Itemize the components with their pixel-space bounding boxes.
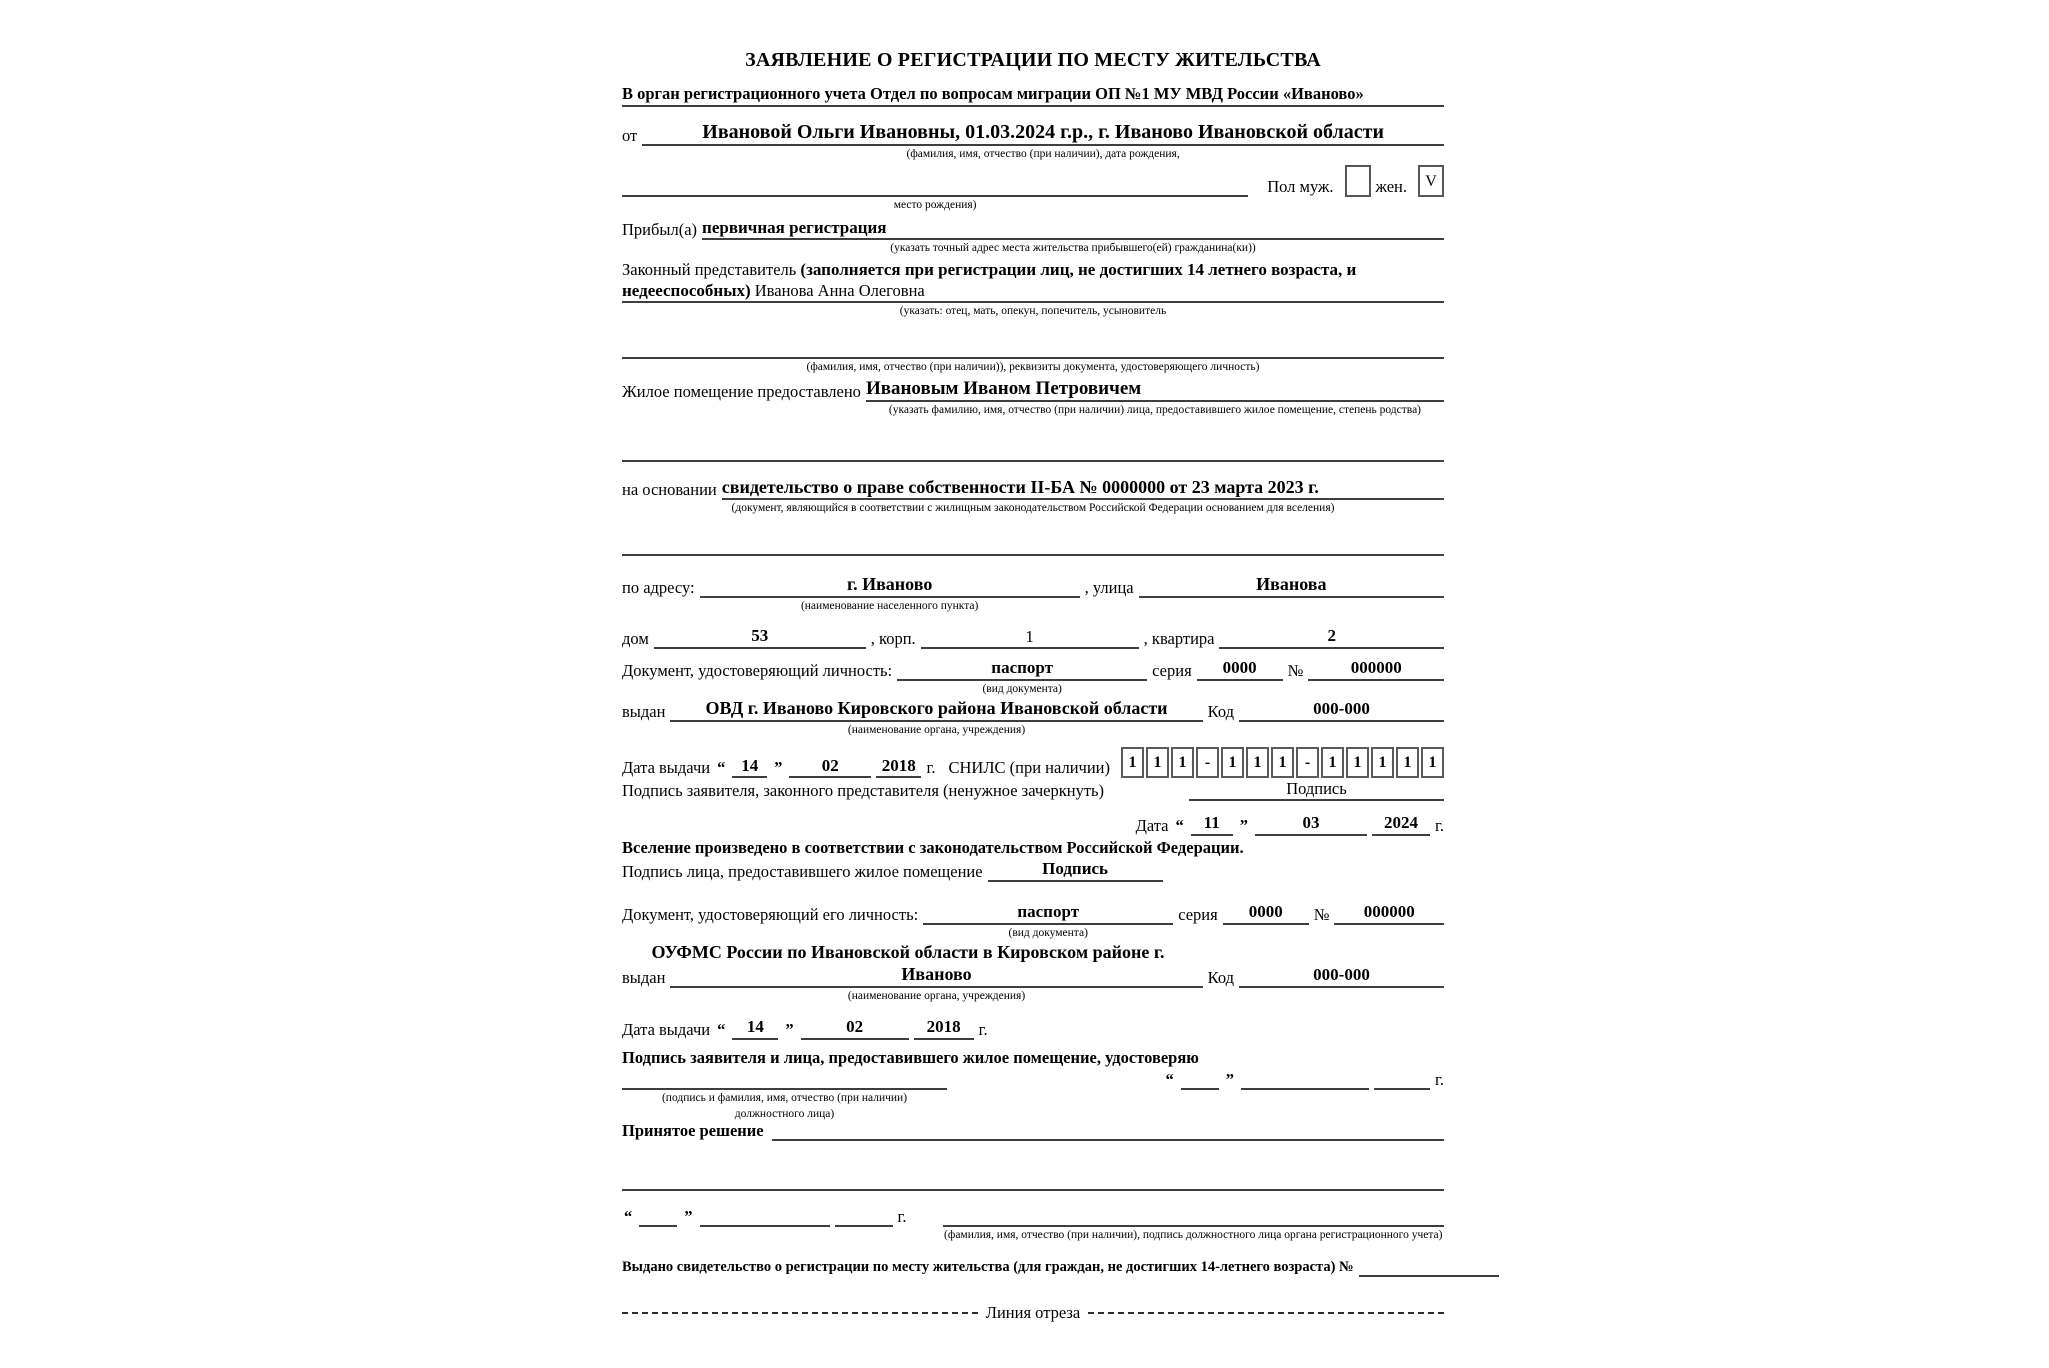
snils-cell: 1 (1146, 747, 1169, 778)
quote-close: ” (1239, 816, 1248, 836)
cut-line (622, 1303, 1444, 1323)
snils-cell: 1 (1271, 747, 1294, 778)
cut-line-dashes-right (1088, 1312, 1444, 1314)
legal-rep-field (622, 281, 1444, 304)
applicant-name-field (642, 120, 1444, 146)
movein-statement: Вселение произведено в соответствии с законодательством Российской Федерации. (622, 838, 1244, 858)
certify-statement: Подпись заявителя и лица, предоставившего жилое помещение, удостоверяю (622, 1048, 1199, 1068)
doc1-series-label: серия (1152, 660, 1192, 680)
quote-open: “ (1165, 1070, 1174, 1090)
applicant-signature-label: Подпись заявителя, законного представителя (ненужное зачеркнуть) (622, 781, 1105, 801)
snils-cell: 1 (1321, 747, 1344, 778)
official-row (622, 1207, 1444, 1243)
doc2-issuer-line1-wrap (622, 942, 1444, 964)
address-city-caption: (наименование населенного пункта) (800, 599, 979, 612)
certify-month-field-blank (1241, 1070, 1369, 1090)
house-label: дом (622, 628, 649, 648)
certificate-number-field-blank (1359, 1257, 1499, 1277)
sex-male-label: муж. (1299, 177, 1334, 197)
official-name-field-blank (943, 1207, 1444, 1227)
registration-form (622, 44, 1444, 1323)
applicant-signature-row (622, 779, 1444, 801)
cut-line-dashes-left (622, 1312, 978, 1314)
certify-caption1: (подпись и фамилия, имя, отчество (при наличии) (661, 1092, 908, 1105)
decision-field-blank (772, 1121, 1444, 1141)
owner-signature-field (988, 859, 1163, 882)
address-street-label: , улица (1084, 577, 1134, 597)
housing-value: Ивановым Иваном Петровичем (865, 377, 1142, 399)
snils-cell: 1 (1346, 747, 1369, 778)
quote-close: ” (684, 1207, 693, 1227)
owner-signature-row (622, 859, 1444, 882)
doc1-code-label: Код (1207, 701, 1234, 721)
doc1-label: Документ, удостоверяющий личность: (622, 660, 893, 680)
house-field (654, 626, 866, 649)
sex-female-mark: V (1425, 172, 1437, 190)
doc1-day-value: 14 (741, 755, 759, 775)
doc1-number-field (1308, 658, 1444, 681)
application-month-field (1255, 813, 1367, 836)
doc2-day-field (732, 1017, 778, 1040)
cut-line-label: Линия отреза (985, 1302, 1081, 1322)
address-city-value: г. Иваново (846, 573, 933, 594)
address-label: по адресу: (622, 577, 695, 597)
doc1-row (622, 658, 1444, 696)
application-day-value: 11 (1203, 813, 1220, 833)
official-year-field-blank (835, 1207, 893, 1227)
doc2-type-value: паспорт (1017, 902, 1080, 922)
house-row (622, 626, 1444, 649)
doc1-year-value: 2018 (881, 755, 916, 775)
legal-rep-note1: (заполняется при регистрации лиц, не достигших 14 летнего возраста, и (800, 259, 1357, 279)
snils-label: СНИЛС (при наличии) (948, 758, 1110, 778)
doc1-series-value: 0000 (1222, 657, 1257, 677)
basis-value: свидетельство о праве собственности II-БА № 0000000 от 23 марта 2023 г. (721, 476, 1319, 497)
doc1-issuer-caption: (наименование органа, учреждения) (847, 723, 1026, 736)
korp-value: 1 (1025, 626, 1034, 646)
doc2-row (622, 902, 1444, 940)
org-field (622, 84, 1444, 106)
doc1-code-value: 000-000 (1313, 699, 1370, 719)
basis-field (722, 477, 1444, 501)
doc2-date-row (622, 1017, 1444, 1040)
doc2-number-value: 000000 (1363, 902, 1415, 922)
housing-label: Жилое помещение предоставлено (622, 382, 861, 402)
sex-male-checkbox (1345, 165, 1371, 197)
applicant-signature-value: Подпись (1286, 779, 1347, 799)
certify-year-field-blank (1374, 1070, 1430, 1090)
birthplace-sex-row (622, 165, 1444, 212)
birthplace-field-blank (622, 177, 1248, 197)
doc1-date-label: Дата выдачи (622, 758, 711, 778)
certify-sign-row (622, 1070, 1444, 1121)
korp-field (921, 627, 1139, 649)
doc2-number-label: № (1313, 904, 1330, 924)
housing-extra-field-blank (622, 442, 1444, 462)
doc2-type-caption: (вид документа) (1008, 926, 1088, 939)
doc2-issuer-line1: ОУФМС России по Ивановской области в Кировском районе г. (651, 942, 1165, 963)
snils-cells (1121, 747, 1444, 778)
arrived-caption: (указать точный адрес места жительства прибывшего(ей) гражданина(ки)) (890, 242, 1256, 255)
doc2-month-field (801, 1017, 909, 1040)
snils-cell: - (1296, 747, 1319, 778)
doc1-type-field (897, 658, 1147, 681)
doc1-type-value: паспорт (991, 657, 1053, 677)
arrived-label: Прибыл(а) (622, 220, 698, 240)
application-day-field (1191, 813, 1233, 836)
doc1-year-field (876, 756, 921, 779)
doc1-month-field (789, 756, 871, 779)
doc2-issued-label: выдан (622, 967, 666, 987)
housing-caption: (указать фамилию, имя, отчество (при наличии) лица, предоставившего жилое помещение, степень родства) (888, 404, 1421, 417)
doc2-type-field (923, 902, 1173, 925)
legal-rep-value: Иванова Анна Олеговна (754, 280, 925, 300)
application-year-value: 2024 (1383, 813, 1418, 833)
snils-cell: 1 (1396, 747, 1419, 778)
applicant-name-value: Ивановой Ольги Ивановны, 01.03.2024 г.р., г. Иваново Ивановской области (702, 120, 1384, 143)
certify-year-suffix: г. (1434, 1070, 1444, 1090)
owner-signature-label: Подпись лица, предоставившего жилое помещение (622, 861, 983, 881)
address-city-field (700, 574, 1080, 598)
arrived-field (702, 218, 1444, 241)
housing-field (866, 377, 1444, 402)
doc1-type-caption: (вид документа) (982, 682, 1062, 695)
official-year-suffix: г. (897, 1207, 907, 1227)
doc1-issuer-value: ОВД г. Иваново Кировского района Ивановской области (705, 698, 1168, 719)
doc1-series-field (1197, 658, 1283, 681)
doc2-issuer-caption: (наименование органа, учреждения) (847, 990, 1026, 1003)
decision-extra-field-blank (622, 1171, 1444, 1191)
form-title: ЗАЯВЛЕНИЕ О РЕГИСТРАЦИИ ПО МЕСТУ ЖИТЕЛЬСТВА (745, 49, 1321, 71)
quote-open: “ (1175, 816, 1184, 836)
application-date-label: Дата (1135, 816, 1169, 836)
doc2-day-value: 14 (746, 1017, 764, 1037)
doc2-series-value: 0000 (1248, 902, 1283, 922)
org-value: Отдел по вопросам миграции ОП №1 МУ МВД России «Иваново» (870, 84, 1364, 104)
doc2-issuer-line2: Иваново (901, 964, 972, 985)
korp-label: , корп. (870, 628, 916, 648)
official-day-field-blank (639, 1207, 677, 1227)
snils-cell: 1 (1246, 747, 1269, 778)
snils-cell: 1 (1371, 747, 1394, 778)
snils-cell: 1 (1121, 747, 1144, 778)
legal-rep-line1 (622, 260, 1444, 281)
from-caption: (фамилия, имя, отчество (при наличии), дата рождения, (906, 147, 1180, 160)
certify-date-group (1163, 1070, 1444, 1090)
official-signature-field-blank (622, 1070, 947, 1090)
quote-close: ” (1225, 1070, 1234, 1090)
doc2-issuer-field (670, 964, 1202, 988)
sex-label (1253, 177, 1333, 197)
certificate-label: Выдано свидетельство о регистрации по месту жительства (для граждан, не достигших 14-летнего возраста) № (622, 1259, 1354, 1276)
doc2-series-field (1223, 902, 1309, 925)
doc1-number-value: 000000 (1350, 657, 1402, 677)
doc1-issued-label: выдан (622, 701, 666, 721)
doc2-issuer-row (622, 964, 1444, 1003)
snils-cell: - (1196, 747, 1219, 778)
decision-row (622, 1121, 1444, 1141)
doc2-code-field (1239, 965, 1444, 988)
doc2-number-field (1334, 902, 1444, 925)
flat-value: 2 (1327, 626, 1336, 646)
certify-day-field-blank (1181, 1070, 1219, 1090)
application-date-row (622, 813, 1444, 836)
doc1-issuer-field (670, 698, 1202, 722)
from-row (622, 120, 1444, 162)
housing-row (622, 377, 1444, 418)
doc2-year-suffix: г. (978, 1020, 988, 1040)
doc2-date-label: Дата выдачи (622, 1020, 711, 1040)
flat-field (1219, 626, 1444, 649)
legal-rep-caption2: (фамилия, имя, отчество (при наличии)), реквизиты документа, удостоверяющего личность) (806, 360, 1260, 373)
sex-female-label: жен. (1375, 177, 1407, 197)
legal-rep-label: Законный представитель (622, 259, 797, 279)
doc2-year-field (914, 1017, 974, 1040)
address-row (622, 574, 1444, 613)
doc1-year-suffix: г. (926, 758, 936, 778)
flat-label: , квартира (1143, 628, 1215, 648)
snils-cell: 1 (1221, 747, 1244, 778)
doc2-code-label: Код (1207, 967, 1234, 987)
house-value: 53 (751, 626, 769, 646)
basis-caption: (документ, являющийся в соответствии с жилищным законодательством Российской Федерации основанием для вселения) (731, 502, 1335, 515)
certificate-row (622, 1257, 1444, 1277)
legal-rep-note2: недееспособных) (622, 280, 751, 300)
address-street-value: Иванова (1256, 573, 1327, 594)
application-year-suffix: г. (1434, 816, 1444, 836)
basis-extra-field-blank (622, 536, 1444, 556)
doc2-code-value: 000-000 (1313, 965, 1370, 985)
from-label: от (622, 125, 638, 145)
arrived-row (622, 218, 1444, 256)
quote-close: ” (774, 758, 783, 778)
doc1-code-field (1239, 699, 1444, 722)
basis-label: на основании (622, 480, 717, 500)
official-caption: (фамилия, имя, отчество (при наличии), подпись должностного лица органа регистрационного учета) (944, 1229, 1443, 1242)
decision-label: Принятое решение (622, 1121, 764, 1141)
doc2-label: Документ, удостоверяющий его личность: (622, 904, 919, 924)
doc1-number-label: № (1287, 660, 1304, 680)
quote-open: “ (717, 1020, 726, 1040)
application-month-value: 03 (1302, 813, 1320, 833)
doc1-day-field (732, 756, 767, 779)
certify-caption2: должностного лица) (734, 1107, 835, 1120)
doc2-month-value: 02 (846, 1017, 864, 1037)
applicant-signature-field (1189, 779, 1444, 801)
legal-rep-caption1: (указать: отец, мать, опекун, попечитель, усыновитель (899, 305, 1167, 318)
official-month-field-blank (700, 1207, 830, 1227)
legal-rep-doc-field-blank (622, 339, 1444, 359)
doc1-month-value: 02 (821, 755, 839, 775)
doc1-issuer-row (622, 698, 1444, 737)
quote-open: “ (624, 1207, 633, 1227)
sex-label-text: Пол (1267, 177, 1296, 197)
org-label: В орган регистрационного учета (622, 84, 866, 104)
doc2-year-value: 2018 (926, 1017, 961, 1037)
snils-cell: 1 (1421, 747, 1444, 778)
doc2-series-label: серия (1178, 904, 1218, 924)
address-street-field (1139, 574, 1444, 598)
birthplace-caption: место рождения) (893, 199, 977, 212)
basis-row (622, 477, 1444, 516)
sex-female-checkbox (1418, 165, 1444, 197)
snils-cell: 1 (1171, 747, 1194, 778)
application-year-field (1372, 813, 1430, 836)
owner-signature-value: Подпись (1042, 859, 1109, 879)
official-date-group (622, 1207, 907, 1227)
doc1-date-snils-row (622, 747, 1444, 778)
quote-close: ” (785, 1020, 794, 1040)
arrived-value: первичная регистрация (702, 217, 887, 237)
quote-open: “ (717, 758, 726, 778)
